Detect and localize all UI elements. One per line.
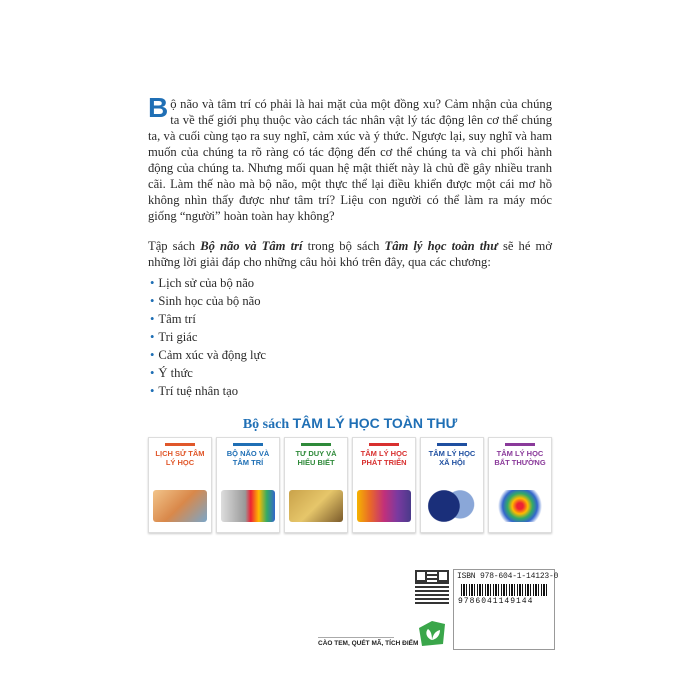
- book-cover: TƯ DUY VÀ HIỂU BIẾT: [284, 437, 348, 533]
- summary-text: Tập sách: [148, 239, 201, 253]
- book-cover: TÂM LÝ HỌC BẤT THƯỜNG: [488, 437, 552, 533]
- summary-text: sẽ hé mở những lời giải đáp cho những câu hỏi khó trên đây, qua các chương:: [148, 239, 553, 269]
- book-cover: LỊCH SỬ TÂM LÝ HỌC: [148, 437, 212, 533]
- isbn-label: ISBN 978-604-1-14123-0: [457, 572, 559, 581]
- chapter-item: • Tâm trí: [150, 312, 196, 326]
- summary-paragraph: [148, 238, 552, 270]
- summary-text: trong bộ sách: [302, 239, 385, 253]
- series-name: Tâm lý học toàn thư: [384, 239, 498, 253]
- back-cover-column: [148, 92, 553, 533]
- book-cover: TÂM LÝ HỌC PHÁT TRIỂN: [352, 437, 416, 533]
- intro-paragraph: [148, 92, 552, 224]
- isbn-box: [453, 569, 559, 650]
- scan-instruction: CÀO TEM, QUÉT MÃ, TÍCH ĐIỂM: [318, 640, 419, 647]
- barcode: [461, 584, 549, 596]
- drop-cap: B: [148, 92, 169, 123]
- chapter-list: [150, 274, 552, 400]
- intro-text: ộ não và tâm trí có phải là hai mặt của một đồng xu? Cảm nhận của chúng ta về thế giới phụ thuộc vào cách tác nhân vật lý tác động lên cơ thể chúng ta, và cuối cùng tạo ra suy nghĩ, cảm xúc và ý thức. Ngược lại, suy nghĩ và ham muốn của chúng ta rõ ràng có tác động đến cơ thể chúng ta và chi phối hành động của chúng ta. Nhưng mối quan hệ mật thiết này là chủ đề gây nhiều tranh cãi. Làm thế nào mà bộ não, một thực thể lại điều khiển được một cái mơ hồ không nhìn thấy được như tâm trí? Liệu con người có thể làm ra máy móc giống “người” hoàn toàn hay không?: [148, 97, 552, 223]
- chapter-item: • Lịch sử của bộ não: [150, 276, 255, 290]
- qr-code: [415, 570, 449, 604]
- barcode-number: 9786041149144: [458, 597, 534, 606]
- chapter-item: • Cảm xúc và động lực: [150, 348, 266, 362]
- chapter-item: • Trí tuệ nhân tạo: [150, 384, 239, 398]
- chapter-item: • Ý thức: [150, 366, 193, 380]
- divider: [318, 637, 394, 638]
- publisher-logo-icon: [416, 618, 448, 648]
- book-title: Bộ não và Tâm trí: [200, 239, 303, 253]
- book-cover: BỘ NÃO VÀ TÂM TRÍ: [216, 437, 280, 533]
- series-heading: Bộ sách TÂM LÝ HỌC TOÀN THƯ: [242, 415, 458, 432]
- series-books: [148, 437, 552, 533]
- chapter-item: • Tri giác: [150, 330, 198, 344]
- book-cover: TÂM LÝ HỌC XÃ HỘI: [420, 437, 484, 533]
- chapter-item: • Sinh học của bộ não: [150, 294, 261, 308]
